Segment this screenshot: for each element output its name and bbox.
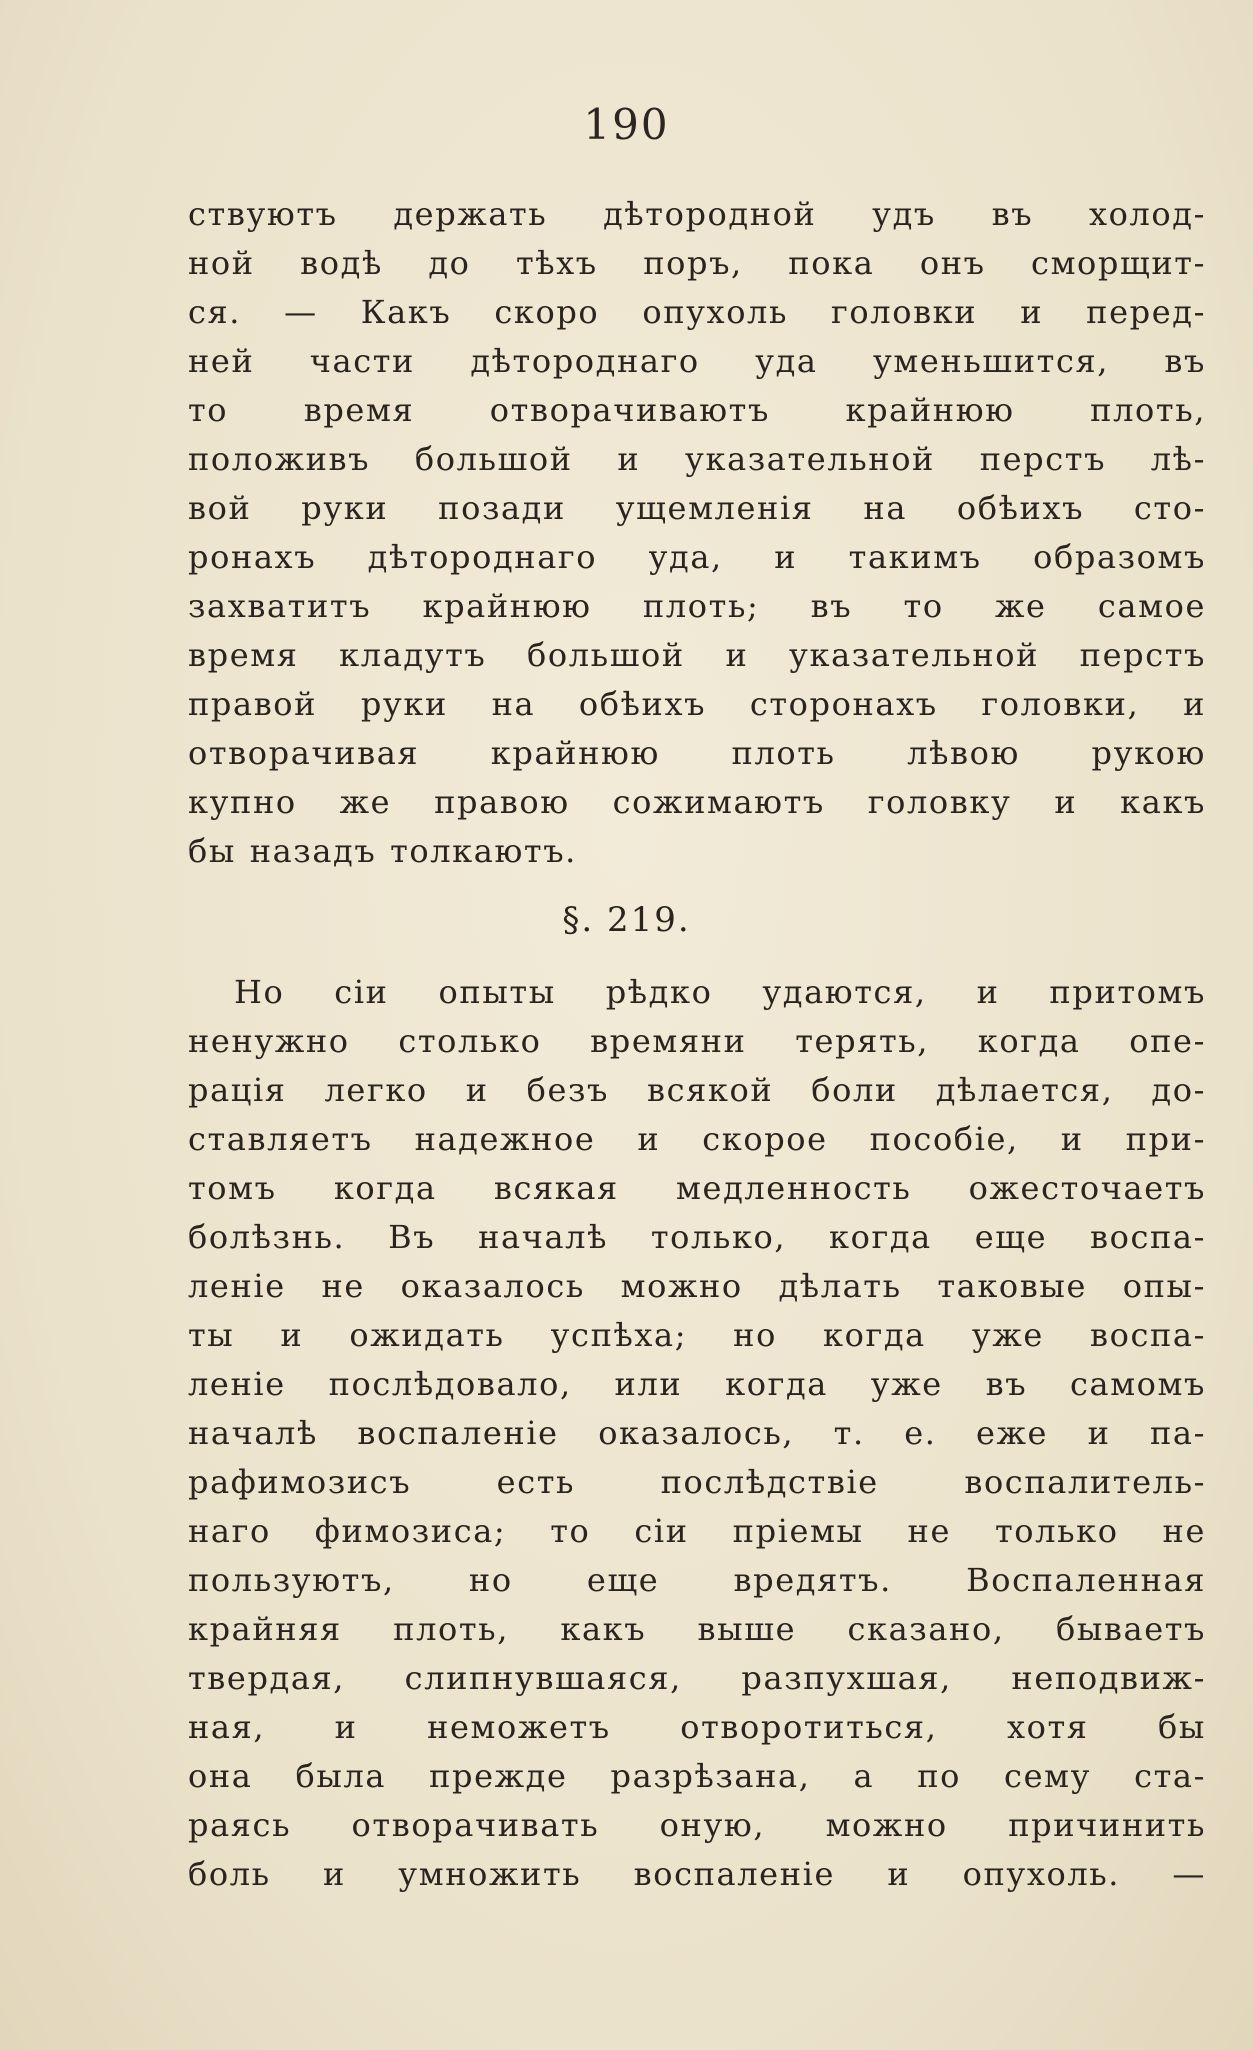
text-line: время кладутъ большой и указательной перстъ: [188, 636, 1206, 674]
text-line: ся. — Какъ скоро опухоль головки и перед-: [188, 293, 1206, 331]
text-line: началѣ воспаленіе оказалось, т. е. еже и па-: [188, 1414, 1206, 1452]
text-line: леніе послѣдовало, или когда уже въ самомъ: [188, 1365, 1206, 1403]
text-line: ронахъ дѣтороднаго уда, и такимъ образомъ: [188, 538, 1206, 576]
text-line: ной водѣ до тѣхъ поръ, пока онъ сморщит-: [188, 244, 1206, 282]
text-line: ставляетъ надежное и скорое пособіе, и при-: [188, 1120, 1206, 1158]
paragraph-section-219: [188, 968, 1206, 1899]
text-line: купно же правою сожимаютъ головку и какъ: [188, 783, 1206, 821]
text-line: захватитъ крайнюю плоть; въ то же самое: [188, 587, 1206, 625]
text-line: болѣзнь. Въ началѣ только, когда еще воспа-: [188, 1218, 1206, 1256]
text-line: ная, и неможетъ отворотиться, хотя бы: [188, 1708, 1206, 1746]
text-line: леніе не оказалось можно дѣлать таковые опы-: [188, 1267, 1206, 1305]
text-line: рація легко и безъ всякой боли дѣлается, до-: [188, 1071, 1206, 1109]
text-line: правой руки на обѣихъ сторонахъ головки, и: [188, 685, 1206, 723]
text-line: вой руки позади ущемленія на обѣихъ сто-: [188, 489, 1206, 527]
page-number: 190: [583, 100, 670, 149]
text-line: Но сіи опыты рѣдко удаются, и притомъ: [234, 973, 1206, 1011]
text-line: раясь отворачивать оную, можно причинить: [188, 1806, 1206, 1844]
text-line: то время отворачиваютъ крайнюю плоть,: [188, 391, 1206, 429]
text-line: крайняя плоть, какъ выше сказано, бываетъ: [188, 1610, 1206, 1648]
text-line: положивъ большой и указательной перстъ лѣ-: [188, 440, 1206, 478]
text-line: ненужно столько времяни терять, когда опе-: [188, 1022, 1206, 1060]
text-line: твердая, слипнувшаяся, разпухшая, неподвиж-: [188, 1659, 1206, 1697]
text-line: отворачивая крайнюю плоть лѣвою рукою: [188, 734, 1206, 772]
text-line: рафимозисъ есть послѣдствіе воспалитель-: [188, 1463, 1206, 1501]
text-line: пользуютъ, но еще вредятъ. Воспаленная: [188, 1561, 1206, 1599]
text-line: ствуютъ держать дѣтородной удъ въ холод-: [188, 195, 1206, 233]
text-line: бы назадъ толкаютъ.: [188, 832, 577, 870]
text-line: она была прежде разрѣзана, а по сему ста-: [188, 1757, 1206, 1795]
text-line: боль и умножить воспаленіе и опухоль. —: [188, 1855, 1206, 1893]
paragraph-continuation: [188, 190, 1206, 876]
text-line: ты и ожидать успѣха; но когда уже воспа-: [188, 1316, 1206, 1354]
section-heading: §. 219.: [562, 900, 691, 940]
text-line: наго фимозиса; то сіи пріемы не только не: [188, 1512, 1206, 1550]
text-line: томъ когда всякая медленность ожесточаетъ: [188, 1169, 1206, 1207]
text-line: ней части дѣтороднаго уда уменьшится, въ: [188, 342, 1206, 380]
